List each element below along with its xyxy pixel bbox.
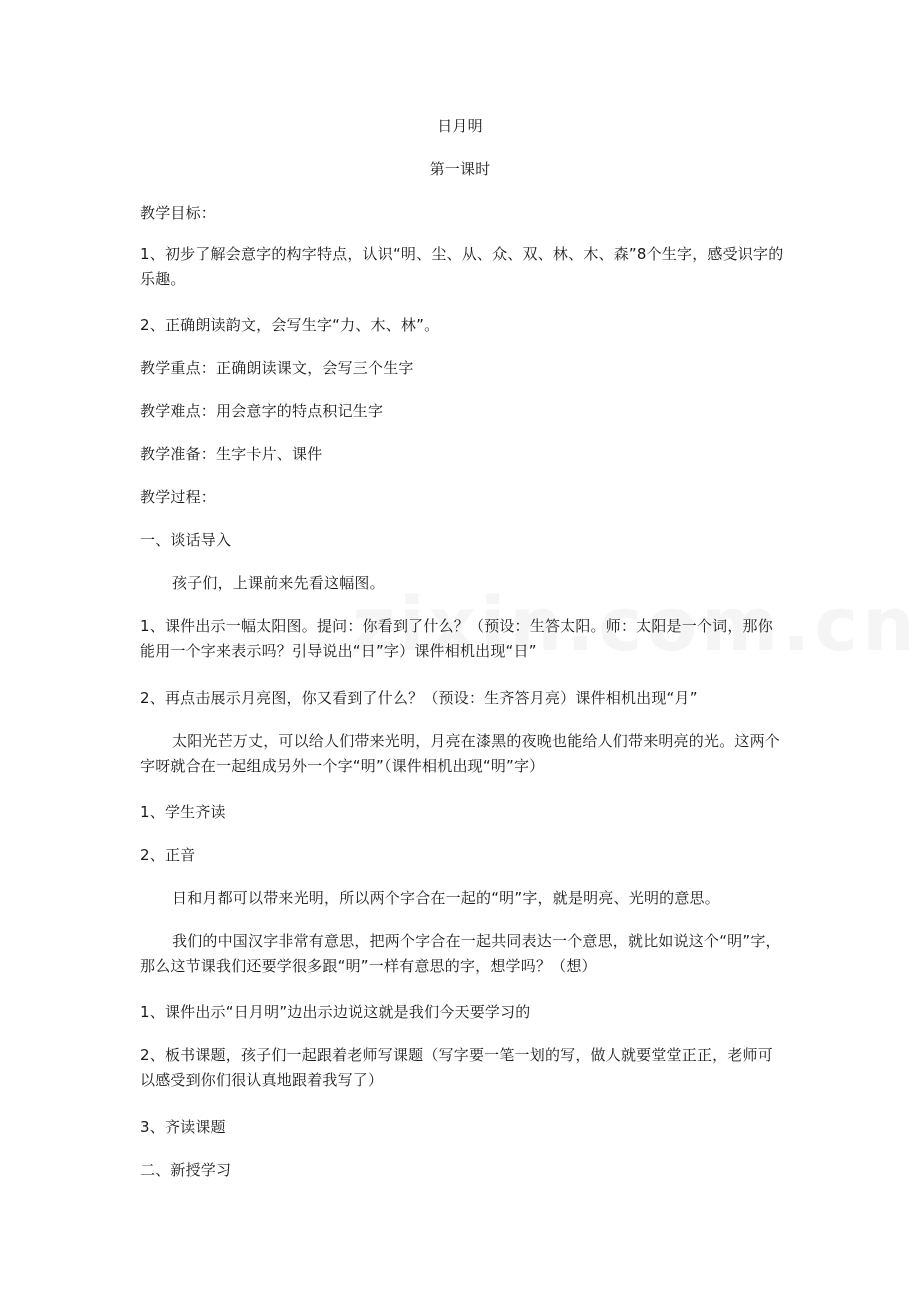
teaching-preparation: 教学准备：生字卡片、课件 — [140, 445, 323, 463]
paragraph: 孩子们，上课前来先看这幅图。 — [172, 574, 385, 592]
paragraph: 我们的中国汉字非常有意思，把两个字合在一起共同表达一个意思，就比如说这个“明”字，那么这节课我们还要学很多跟“明”一样有意思的字，想学吗？（想） — [140, 932, 781, 975]
part-heading-1: 一、谈话导入 — [140, 531, 232, 549]
document-subtitle: 第一课时 — [429, 160, 491, 178]
part-heading-2: 二、新授学习 — [140, 1161, 232, 1179]
objective-1: 1、初步了解会意字的构字特点，认识“明、尘、从、众、双、林、木、森”8个生字，感受识字的乐趣。 — [140, 245, 784, 288]
step-2: 2、板书课题，孩子们一起跟着老师写课题（写字要一笔一划的写，做人就要堂堂正正，老师可以感受到你们很认真地跟着我写了） — [140, 1046, 773, 1089]
step-2: 2、正音 — [140, 846, 196, 864]
section-heading-process: 教学过程： — [140, 488, 217, 506]
step-1: 1、课件出示一幅太阳图。提问：你看到了什么？（预设：生答太阳。师：太阳是一个词，那你能用一个字来表示吗？引导说出“日”字）课件相机出现“日” — [140, 617, 773, 660]
section-heading-objectives: 教学目标： — [140, 204, 217, 222]
step-3: 3、齐读课题 — [140, 1118, 226, 1136]
paragraph: 太阳光芒万丈，可以给人们带来光明，月亮在漆黑的夜晚也能给人们带来明亮的光。这两个字呀就合在一起组成另外一个字“明”（课件相机出现“明”字） — [140, 732, 781, 775]
step-1: 1、课件出示“日月明”边出示边说这就是我们今天要学习的 — [140, 1003, 531, 1021]
step-2: 2、再点击展示月亮图，你又看到了什么？（预设：生齐答月亮）课件相机出现“月” — [140, 689, 698, 707]
document-title: 日月明 — [437, 117, 483, 135]
teaching-focus: 教学重点：正确朗读课文，会写三个生字 — [140, 359, 414, 377]
step-1: 1、学生齐读 — [140, 803, 226, 821]
teaching-difficulty: 教学难点：用会意字的特点积记生字 — [140, 402, 384, 420]
paragraph: 日和月都可以带来光明，所以两个字合在一起的“明”字，就是明亮、光明的意思。 — [172, 889, 720, 907]
objective-2: 2、正确朗读韵文，会写生字“力、木、林”。 — [140, 316, 440, 334]
